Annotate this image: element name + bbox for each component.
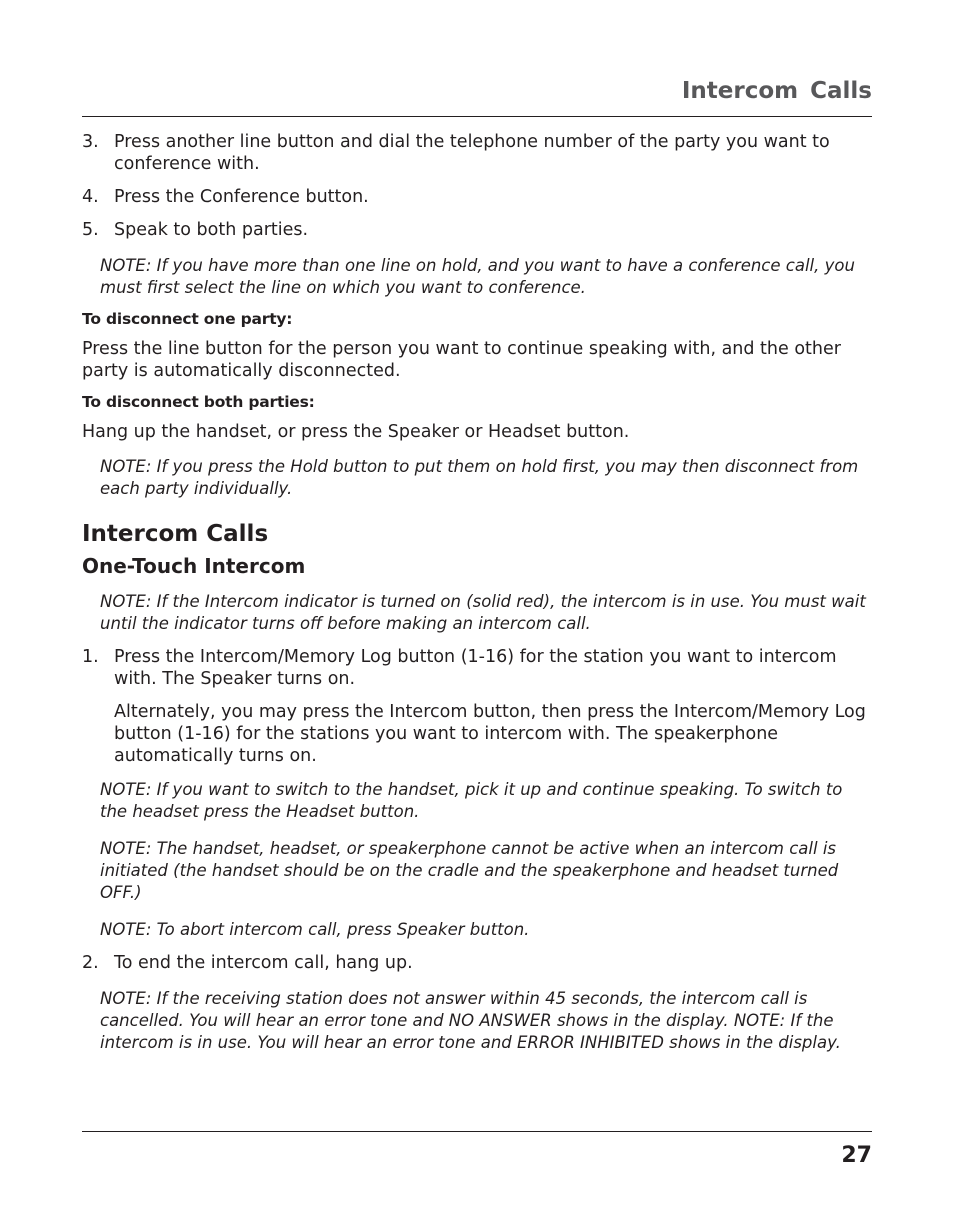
step-number: 5. <box>82 220 99 240</box>
page-body <box>82 131 872 1063</box>
page-number: 27 <box>841 1143 872 1168</box>
step-text: Press another line button and dial the telephone number of the party you want to conference with. <box>114 132 830 174</box>
disconnect-both-heading: To disconnect both parties: <box>82 393 315 411</box>
note-no-answer: NOTE: If the receiving station does not answer within 45 seconds, the intercom call is cancelled. You will hear an error tone and NO ANSWER shows in the display. NOTE: If the intercom is in use. You will hear an error tone and ERROR INHIBITED shows in the display. <box>100 989 841 1052</box>
note-indicator: NOTE: If the Intercom indicator is turned on (solid red), the intercom is in use. You must wait until the indicator turns off before making an intercom call. <box>100 592 866 633</box>
intercom-step-2 <box>82 952 872 974</box>
subsection-title: One-Touch Intercom <box>82 554 306 578</box>
step-text: Press the Conference button. <box>114 187 369 207</box>
step-text: Speak to both parties. <box>114 220 309 240</box>
intercom-step-1-alternate: Alternately, you may press the Intercom button, then press the Intercom/Memory Log button (1-16) for the stations you want to intercom with. The speakerphone automatically turns on. <box>114 702 866 766</box>
running-header-title: Intercom Calls <box>681 78 872 104</box>
step-number: 1. <box>82 647 99 667</box>
header-rule <box>82 116 872 117</box>
step-text: To end the intercom call, hang up. <box>114 953 413 973</box>
step-text: Press the Intercom/Memory Log button (1-16) for the station you want to intercom with. The Speaker turns on. <box>114 647 837 689</box>
step-number: 2. <box>82 953 99 973</box>
note-switch-handset: NOTE: If you want to switch to the handset, pick it up and continue speaking. To switch to the headset press the Headset button. <box>100 780 843 821</box>
disconnect-both-text: Hang up the handset, or press the Speaker or Headset button. <box>82 422 630 442</box>
disconnect-one-heading: To disconnect one party: <box>82 310 293 328</box>
intercom-step-1 <box>82 646 872 690</box>
conference-step-3 <box>82 131 872 175</box>
section-title: Intercom Calls <box>82 521 269 547</box>
step-number: 3. <box>82 132 99 152</box>
footer-rule <box>82 1131 872 1132</box>
note-hold: NOTE: If you press the Hold button to put them on hold first, you may then disconnect from each party individually. <box>100 457 859 498</box>
conference-step-4 <box>82 186 872 208</box>
disconnect-one-text: Press the line button for the person you want to continue speaking with, and the other party is automatically disconnected. <box>82 339 841 381</box>
note-active: NOTE: The handset, headset, or speakerphone cannot be active when an intercom call is initiated (the handset should be on the cradle and the speakerphone and headset turned OFF.) <box>100 839 839 902</box>
step-number: 4. <box>82 187 99 207</box>
note-conference: NOTE: If you have more than one line on hold, and you want to have a conference call, you must first select the line on which you want to conference. <box>100 256 855 297</box>
note-abort: NOTE: To abort intercom call, press Speaker button. <box>100 920 530 939</box>
conference-step-5 <box>82 219 872 241</box>
